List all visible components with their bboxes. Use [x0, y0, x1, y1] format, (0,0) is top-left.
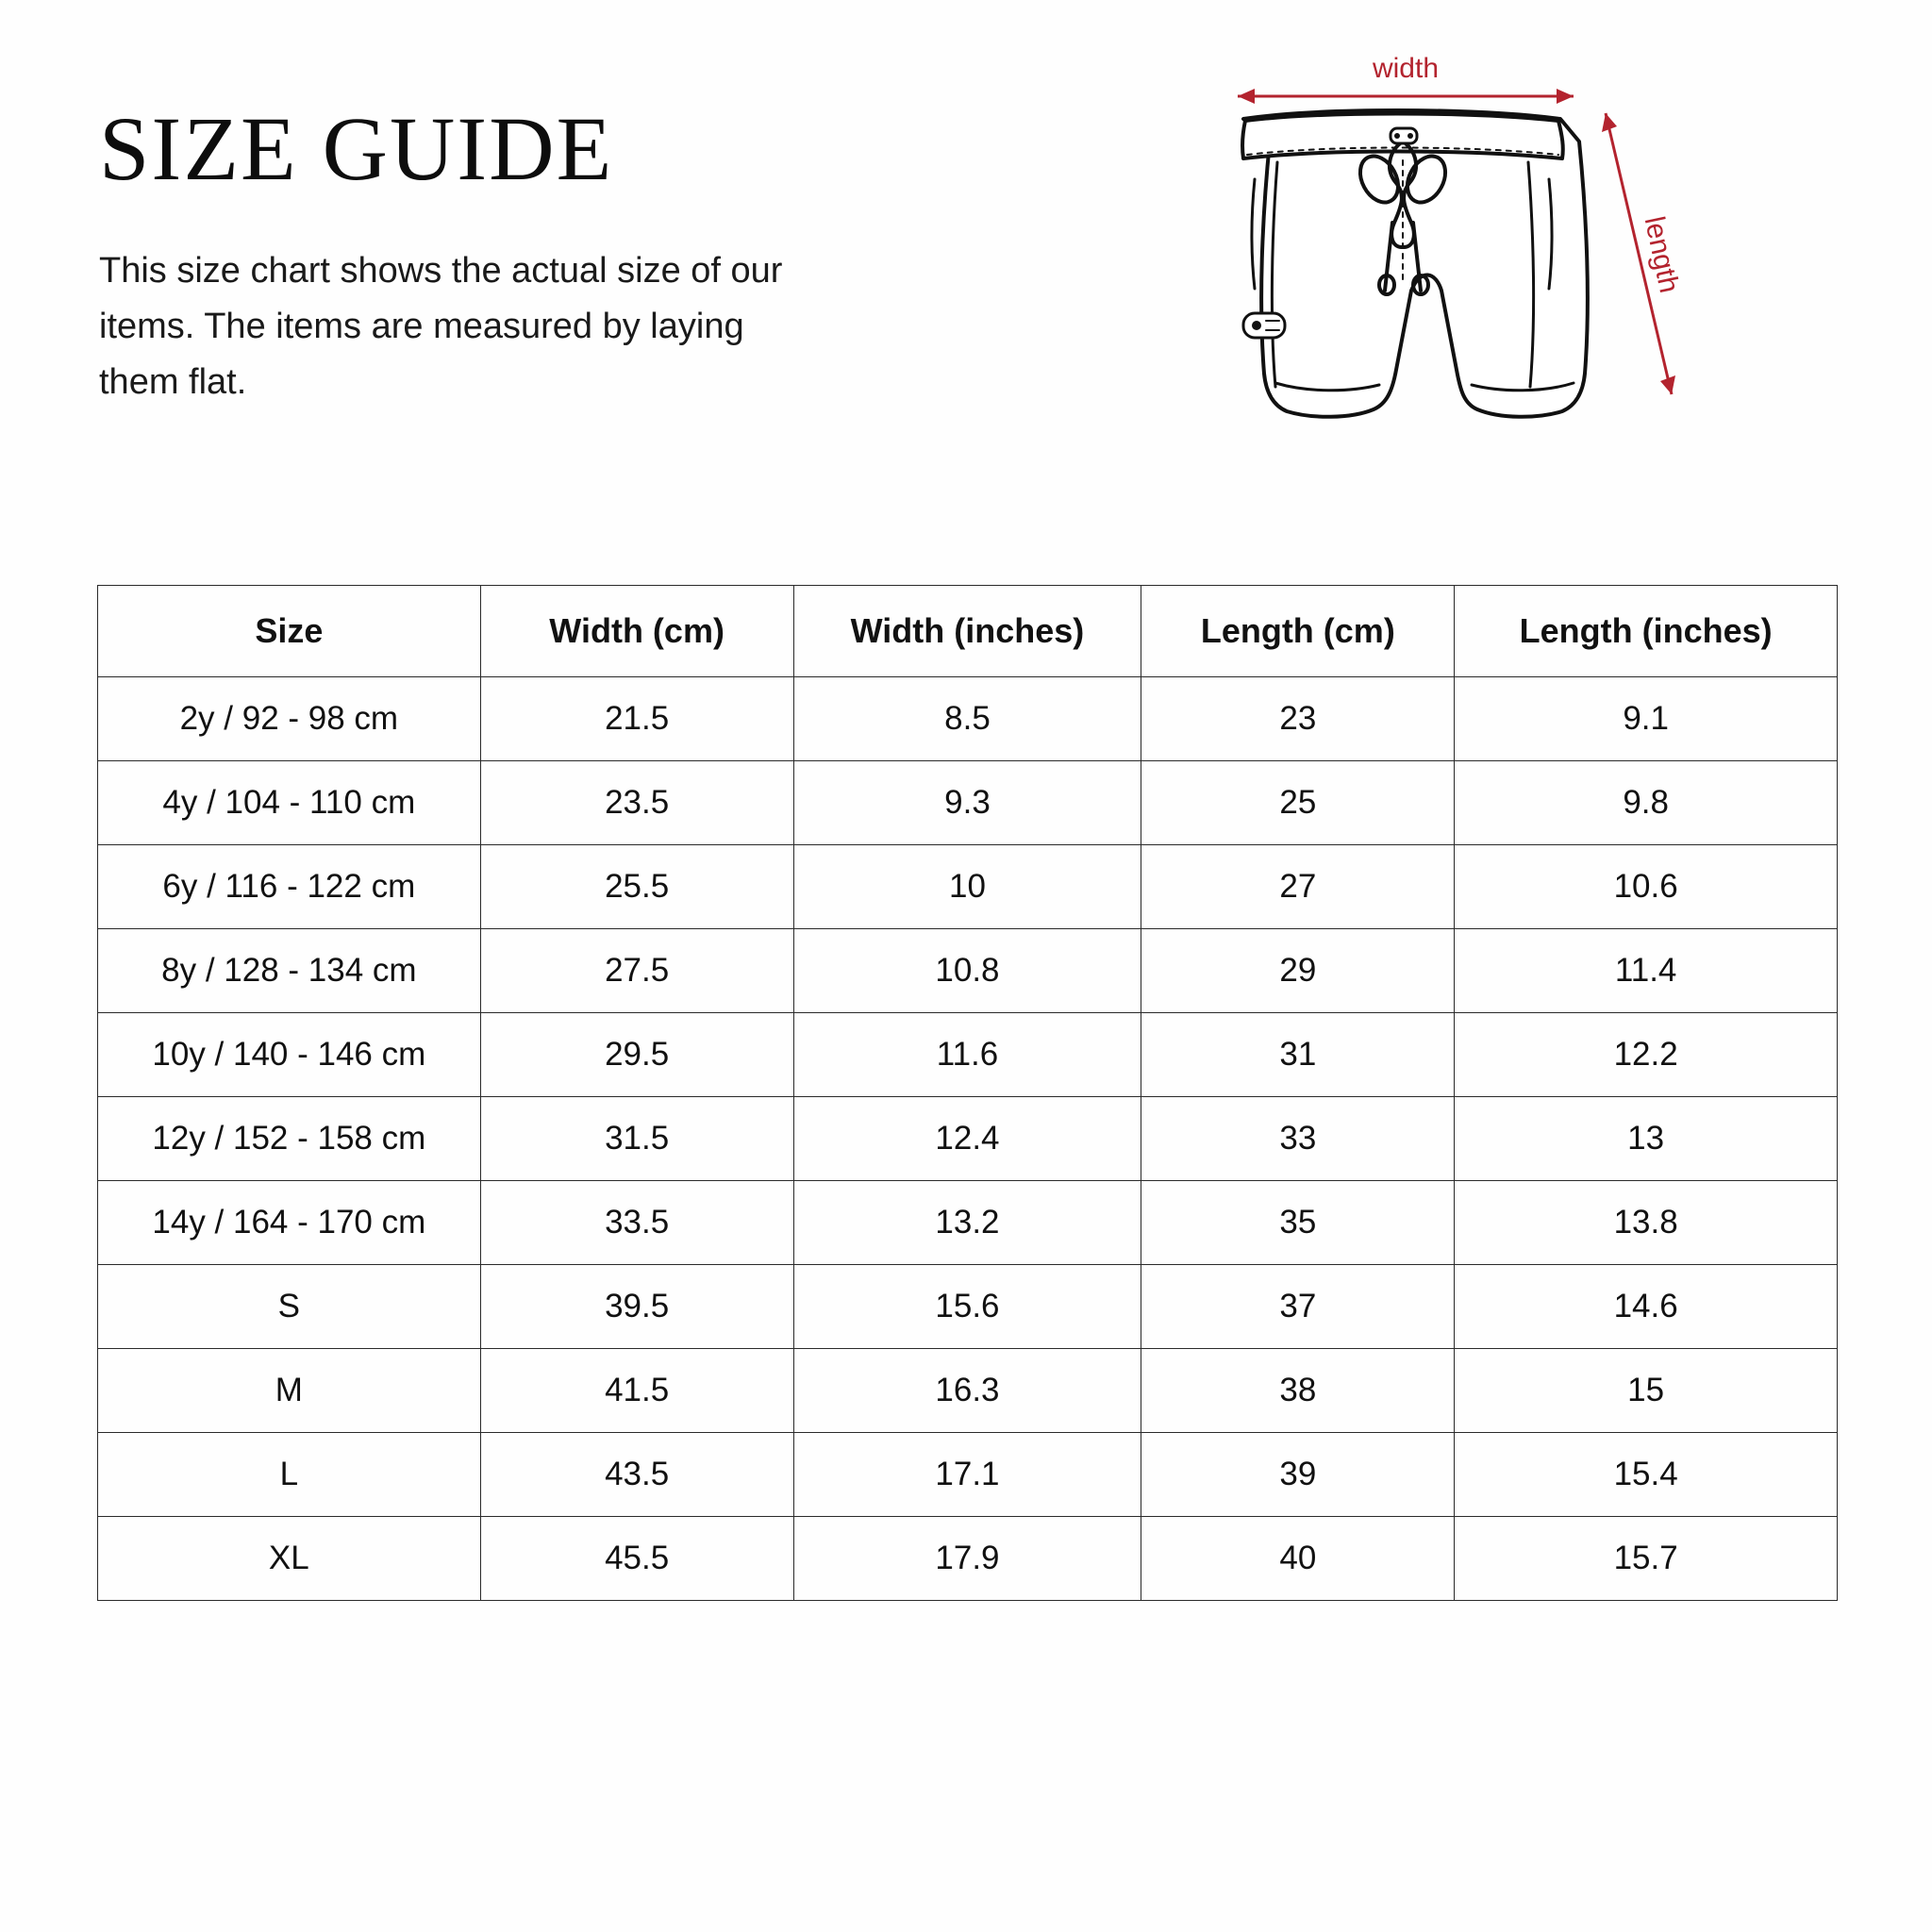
- column-header-width-cm: Width (cm): [480, 586, 793, 677]
- cell-size: 12y / 152 - 158 cm: [98, 1097, 481, 1181]
- table-header-row: [98, 586, 1838, 677]
- table-row: [98, 1349, 1838, 1433]
- page-description: This size chart shows the actual size of our items. The items are measured by laying them flat.: [99, 251, 783, 402]
- cell-length-cm: 31: [1141, 1013, 1455, 1097]
- cell-width-inches: 10: [793, 845, 1141, 929]
- cell-width-cm: 25.5: [480, 845, 793, 929]
- table-row: [98, 677, 1838, 761]
- size-table-container: [97, 585, 1838, 1601]
- cell-length-cm: 29: [1141, 929, 1455, 1013]
- cell-width-inches: 10.8: [793, 929, 1141, 1013]
- shorts-outline: [1242, 110, 1588, 417]
- cell-length-inches: 13: [1455, 1097, 1838, 1181]
- cell-width-inches: 17.9: [793, 1517, 1141, 1601]
- length-dimension-label: length: [1638, 213, 1685, 296]
- cell-length-cm: 38: [1141, 1349, 1455, 1433]
- cell-length-inches: 15.4: [1455, 1433, 1838, 1517]
- cell-width-cm: 39.5: [480, 1265, 793, 1349]
- width-dimension-label: width: [1372, 53, 1440, 84]
- page-title: SIZE GUIDE: [99, 98, 614, 199]
- cell-width-inches: 8.5: [793, 677, 1141, 761]
- table-row: [98, 1517, 1838, 1601]
- column-header-size: Size: [98, 586, 481, 677]
- cell-width-cm: 27.5: [480, 929, 793, 1013]
- cell-width-inches: 12.4: [793, 1097, 1141, 1181]
- cell-length-cm: 23: [1141, 677, 1455, 761]
- header: [99, 98, 948, 410]
- cell-length-cm: 25: [1141, 761, 1455, 845]
- cell-length-cm: 35: [1141, 1181, 1455, 1265]
- column-header-length-cm: Length (cm): [1141, 586, 1455, 677]
- cell-width-cm: 21.5: [480, 677, 793, 761]
- table-row: [98, 1433, 1838, 1517]
- width-dimension-arrow: [1238, 89, 1574, 104]
- table-row: [98, 1013, 1838, 1097]
- table-row: [98, 1181, 1838, 1265]
- cell-size: L: [98, 1433, 481, 1517]
- cell-size: M: [98, 1349, 481, 1433]
- cell-length-inches: 13.8: [1455, 1181, 1838, 1265]
- table-row: [98, 1097, 1838, 1181]
- column-header-width-inches: Width (inches): [793, 586, 1141, 677]
- cell-length-cm: 37: [1141, 1265, 1455, 1349]
- cell-length-inches: 10.6: [1455, 845, 1838, 929]
- column-header-length-inches: Length (inches): [1455, 586, 1838, 677]
- table-row: [98, 761, 1838, 845]
- cell-length-inches: 12.2: [1455, 1013, 1838, 1097]
- cell-width-inches: 11.6: [793, 1013, 1141, 1097]
- cell-size: 6y / 116 - 122 cm: [98, 845, 481, 929]
- cell-size: 14y / 164 - 170 cm: [98, 1181, 481, 1265]
- cell-size: XL: [98, 1517, 481, 1601]
- cell-width-inches: 16.3: [793, 1349, 1141, 1433]
- cell-length-cm: 33: [1141, 1097, 1455, 1181]
- cell-width-inches: 13.2: [793, 1181, 1141, 1265]
- cell-length-inches: 15: [1455, 1349, 1838, 1433]
- shorts-illustration: [1217, 38, 1802, 566]
- cell-size: 4y / 104 - 110 cm: [98, 761, 481, 845]
- cell-size: 8y / 128 - 134 cm: [98, 929, 481, 1013]
- cell-width-cm: 23.5: [480, 761, 793, 845]
- cell-width-cm: 45.5: [480, 1517, 793, 1601]
- cell-length-inches: 14.6: [1455, 1265, 1838, 1349]
- cell-width-inches: 17.1: [793, 1433, 1141, 1517]
- cell-width-cm: 31.5: [480, 1097, 793, 1181]
- cell-width-cm: 43.5: [480, 1433, 793, 1517]
- table-row: [98, 1265, 1838, 1349]
- cell-width-inches: 15.6: [793, 1265, 1141, 1349]
- cell-length-cm: 39: [1141, 1433, 1455, 1517]
- cell-length-cm: 40: [1141, 1517, 1455, 1601]
- size-table: [97, 585, 1838, 1601]
- cell-length-inches: 15.7: [1455, 1517, 1838, 1601]
- cell-length-inches: 9.1: [1455, 677, 1838, 761]
- cell-length-inches: 11.4: [1455, 929, 1838, 1013]
- table-row: [98, 845, 1838, 929]
- cell-width-cm: 41.5: [480, 1349, 793, 1433]
- cell-size: 2y / 92 - 98 cm: [98, 677, 481, 761]
- cell-size: S: [98, 1265, 481, 1349]
- table-row: [98, 929, 1838, 1013]
- cell-width-cm: 29.5: [480, 1013, 793, 1097]
- cell-size: 10y / 140 - 146 cm: [98, 1013, 481, 1097]
- cell-width-cm: 33.5: [480, 1181, 793, 1265]
- cell-width-inches: 9.3: [793, 761, 1141, 845]
- cell-length-inches: 9.8: [1455, 761, 1838, 845]
- cell-length-cm: 27: [1141, 845, 1455, 929]
